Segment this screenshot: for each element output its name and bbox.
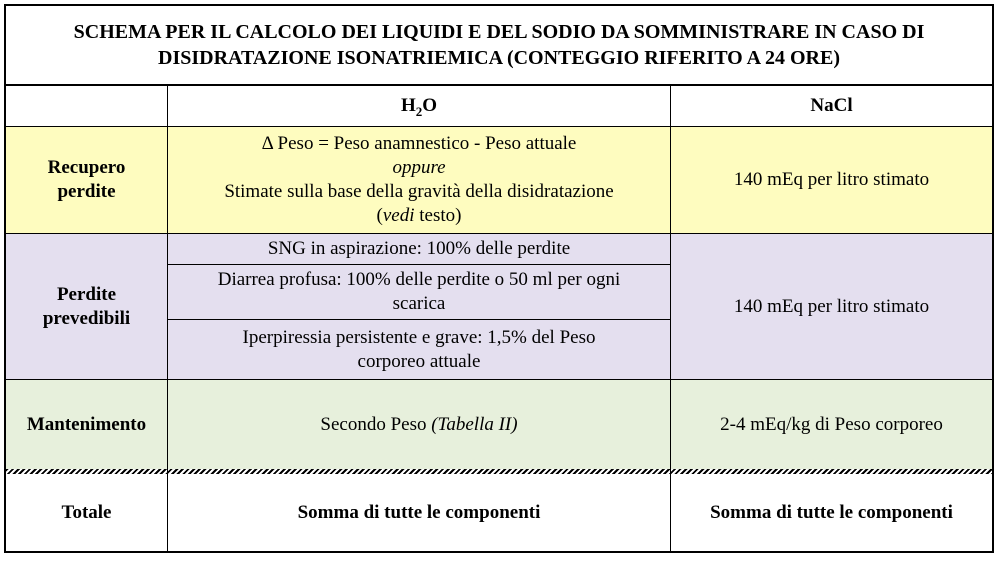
mantenimento-h2o: Secondo Peso (Tabella II) [320, 413, 518, 435]
title-line-2: DISIDRATAZIONE ISONATRIEMICA (CONTEGGIO RIFERITO A 24 ORE) [158, 47, 840, 69]
perdite-nacl: 140 mEq per litro stimato [733, 295, 930, 317]
table [4, 4, 994, 553]
row-label-recupero: Recupero perdite [47, 157, 126, 202]
perdite-diarrea: Diarrea profusa: 100% delle perdite o 50 ml per ogni scarica [217, 269, 621, 314]
row-label-perdite: Perdite prevedibili [42, 283, 131, 329]
table-title [6, 6, 992, 84]
mantenimento-nacl: 2-4 mEq/kg di Peso corporeo [720, 413, 943, 435]
row-label-mantenimento: Mantenimento [26, 413, 147, 435]
perdite-iperpiressia: Iperpiressia persistente e grave: 1,5% del Peso corporeo attuale [242, 326, 596, 372]
totale-h2o: Somma di tutte le componenti [297, 501, 541, 523]
column-divider [670, 86, 671, 551]
header-h2o: $H_2O$ [400, 95, 438, 119]
perdite-sng: SNG in aspirazione: 100% delle perdite [267, 238, 571, 259]
row-label-totale: Totale [61, 501, 112, 523]
header-nacl: NaCl [810, 95, 853, 116]
column-divider [167, 86, 168, 551]
title-line-1: SCHEMA PER IL CALCOLO DEI LIQUIDI E DEL SODIO DA SOMMINISTRARE IN CASO DI [73, 21, 925, 43]
recupero-h2o: Δ Peso = Peso anamnestico - Peso attuale oppure Stimate sulla base della gravità della disidratazione (vedi testo) [224, 133, 614, 226]
recupero-nacl: 140 mEq per litro stimato [733, 169, 930, 190]
totale-nacl: Somma di tutte le componenti [710, 501, 953, 523]
